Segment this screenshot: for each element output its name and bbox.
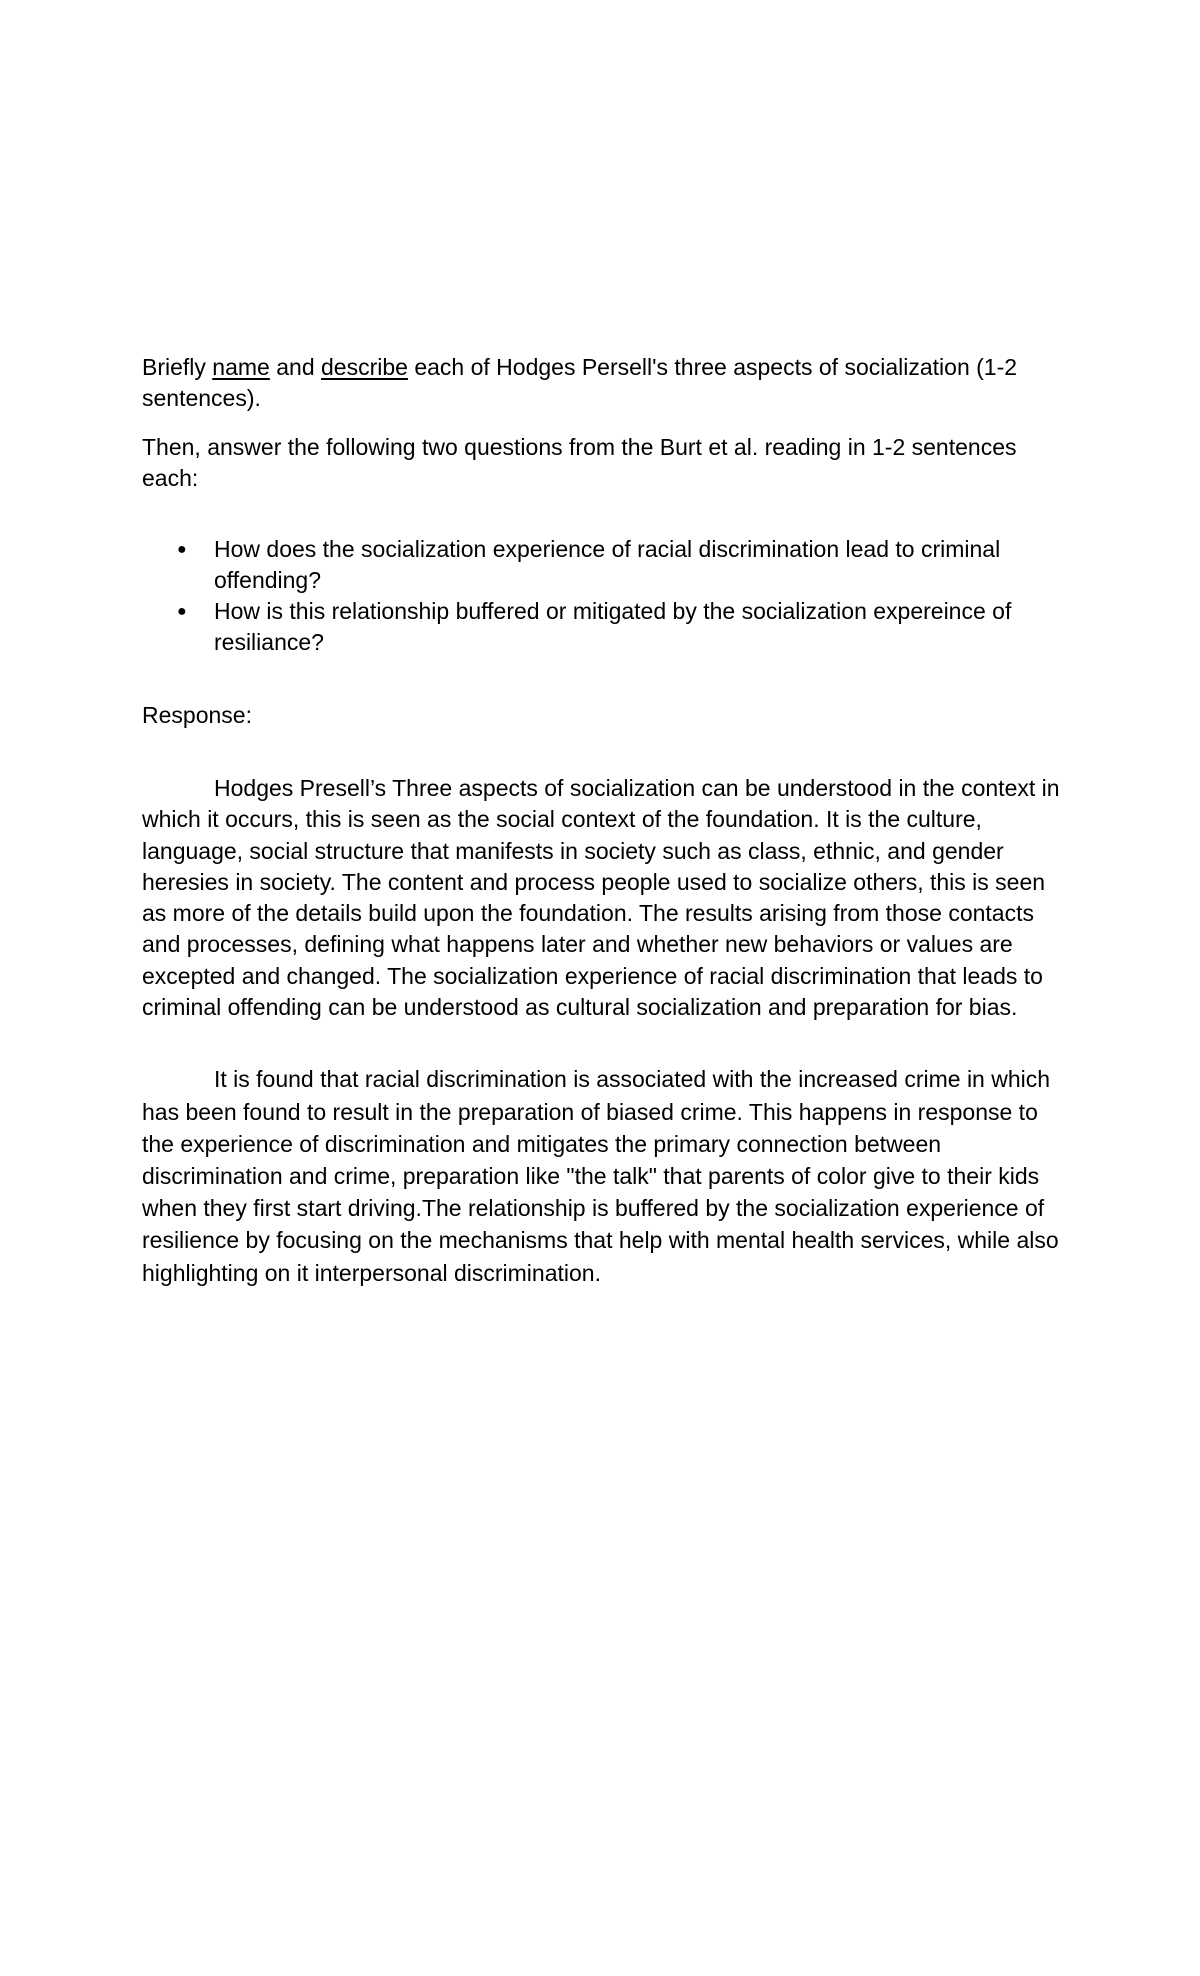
prompt-keyword-name: name — [212, 354, 270, 380]
response-paragraph: Hodges Presell’s Three aspects of socialization can be understood in the context in which it occurs, this is seen as the social context of the foundation. It is the culture, language, social structure that manifests in society such as class, ethnic, and gender heresies in society. The content and process people used to socialize others, this is seen as more of the details build upon the foundation. The results arising from those contacts and processes, defining what happens later and whether new behaviors or values are excepted and changed. The socialization experience of racial discrimination that leads to criminal offending can be understood as cultural socialization and preparation for bias. — [142, 775, 1060, 1021]
response-label: Response: — [142, 702, 252, 728]
question-item — [142, 596, 1072, 658]
bullet-icon: ● — [177, 603, 187, 620]
question-text: How is this relationship buffered or mitigated by the socialization expereince of resiliance? — [214, 598, 1012, 655]
response-paragraph: It is found that racial discrimination is associated with the increased crime in which has been found to result in the preparation of biased crime. This happens in response to the experience of discrimination and mitigates the primary connection between discrimination and crime, preparation like "the talk" that parents of color give to their kids when they first start driving.The relationship is buffered by the socialization experience of resilience by focusing on the mechanisms that help with mental health services, while also highlighting on it interpersonal discrimination. — [142, 1066, 1059, 1286]
prompt-keyword-describe: describe — [321, 354, 408, 380]
question-item — [142, 534, 1072, 596]
document-page — [142, 352, 1072, 1289]
question-list — [142, 534, 1072, 658]
prompt-text-end: each of Hodges Persell's three aspects of socialization (1-2 sentences). — [142, 354, 1018, 411]
prompt-questions-intro: Then, answer the following two questions from the Burt et al. reading in 1-2 sentences each: — [142, 434, 1017, 491]
question-text: How does the socialization experience of racial discrimination lead to criminal offending? — [214, 536, 1001, 593]
prompt-text-start: Briefly — [142, 354, 213, 380]
prompt-text-and: and — [269, 354, 321, 380]
prompt-instructions — [142, 352, 1072, 414]
bullet-icon: ● — [177, 541, 187, 558]
